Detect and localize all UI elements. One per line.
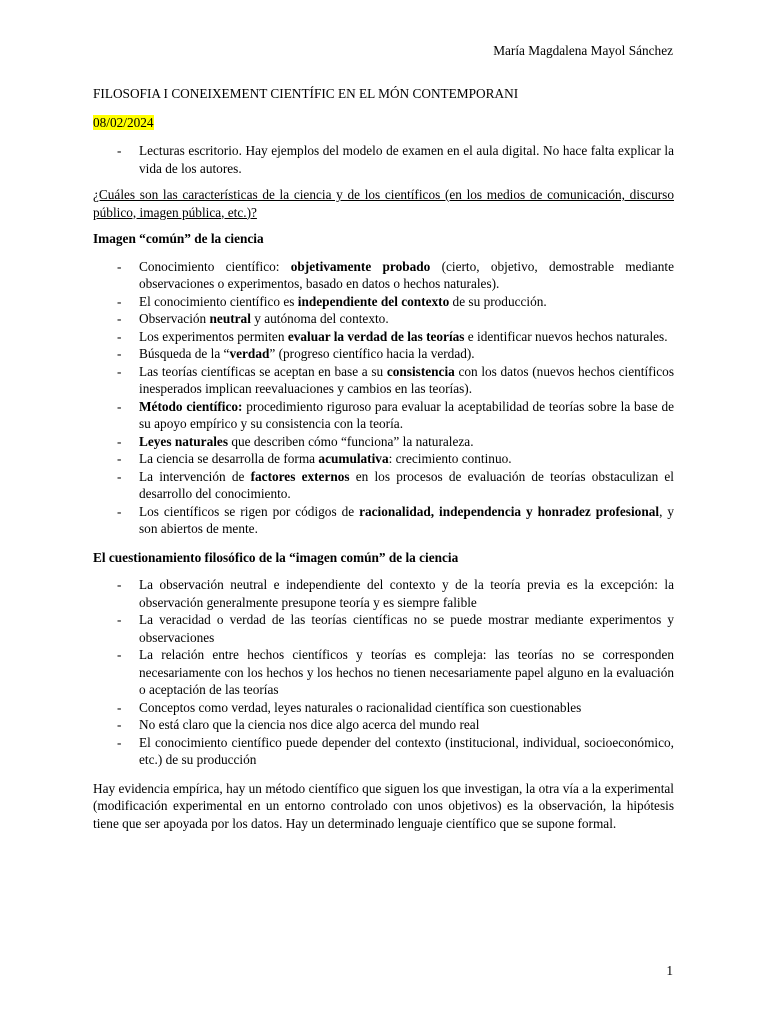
dash-bullet-icon: - [117, 293, 122, 309]
dash-bullet-icon: - [117, 311, 122, 326]
list-item-text: No está claro que la ciencia nos dice algo acerca del mundo real [139, 717, 480, 732]
dash-bullet-icon: - [117, 433, 122, 449]
list-item-text [139, 469, 674, 502]
list-item [93, 716, 674, 734]
dash-bullet-icon: - [117, 612, 122, 627]
text-run: y autónoma del contexto. [250, 311, 389, 326]
text-run: : crecimiento continuo. [388, 451, 512, 466]
section2-heading: El cuestionamiento filosófico de la “imagen común” de la ciencia [93, 549, 459, 565]
text-run: Conocimiento científico: [139, 258, 291, 274]
list-item [93, 699, 674, 717]
bold-run: evaluar la verdad de las teorías [287, 328, 465, 344]
list-item [93, 734, 674, 769]
text-run: Las teorías científicas se aceptan en base a su [139, 363, 387, 379]
list-item-text: La veracidad o verdad de las teorías científicas no se puede mostrar mediante experimentos y observaciones [139, 612, 674, 645]
list-item [93, 576, 674, 611]
text-run: La intervención de [139, 468, 251, 484]
page-number: 1 [666, 963, 673, 978]
section1-list [93, 258, 674, 538]
text-run: e identificar nuevos hechos naturales. [464, 328, 668, 344]
date-highlight: 08/02/2024 [93, 114, 154, 130]
text-run: Los experimentos permiten [139, 328, 288, 344]
document-body [93, 85, 674, 832]
document-title: FILOSOFIA I CONEIXEMENT CIENTÍFIC EN EL MÓN CONTEMPORANI [93, 86, 519, 101]
closing-paragraph: Hay evidencia empírica, hay un método científico que siguen los que investigan, la otra vía a la experimental (modificación experimental en un entorno controlado con unos objetivos) es la observación, la hipótesis tiene que ser apoyada por los datos. Hay un determinado lenguaje científico que se supone formal. [93, 780, 674, 831]
text-run: , y son abiertos de mente. [139, 503, 675, 536]
bold-run: consistencia [386, 363, 455, 379]
list-item [93, 310, 674, 328]
text-run: procedimiento riguroso para evaluar la aceptabilidad de teorías sobre la base de su apoyo empírico y su consistencia con la teoría. [139, 398, 674, 431]
dash-bullet-icon: - [117, 468, 122, 484]
dash-bullet-icon: - [117, 451, 122, 466]
text-run: (cierto, objetivo, demostrable mediante observaciones o experimentos, basado en datos o hechos naturales). [139, 258, 674, 291]
bold-run: independiente del contexto [297, 293, 450, 309]
dash-bullet-icon: - [117, 258, 122, 274]
bold-run: factores externos [250, 468, 350, 484]
dash-bullet-icon: - [117, 503, 122, 519]
text-run: Observación [139, 311, 210, 326]
dash-bullet-icon: - [117, 717, 122, 732]
section-question: ¿Cuáles son las características de la ciencia y de los científicos (en los medios de comunicación, discurso público, imagen pública, etc.)? [93, 187, 674, 220]
list-item [93, 450, 674, 468]
dash-bullet-icon: - [117, 143, 122, 158]
bold-run: Leyes naturales [139, 433, 229, 449]
text-run: que describen cómo “funciona” la naturaleza. [228, 433, 474, 449]
list-item [93, 142, 674, 177]
list-item-text [139, 451, 512, 466]
list-item [93, 398, 674, 433]
list-item [93, 468, 674, 503]
list-item-text: Lecturas escritorio. Hay ejemplos del modelo de examen en el aula digital. No hace falta explicar la vida de los autores. [139, 143, 674, 176]
bold-run: acumulativa [318, 451, 389, 466]
dash-bullet-icon: - [117, 699, 122, 715]
text-run: de su producción. [449, 293, 547, 309]
list-item [93, 293, 674, 311]
list-item-text: El conocimiento científico puede depender del contexto (institucional, individual, socioeconómico, etc.) de su producción [139, 734, 674, 767]
list-item-text: La observación neutral e independiente del contexto y de la teoría previa es la excepción: la observación generalmente presupone teoría y es siempre falible [139, 577, 674, 610]
dash-bullet-icon: - [117, 577, 122, 592]
list-item-text [139, 259, 674, 292]
list-item [93, 328, 674, 346]
list-item-text: Conceptos como verdad, leyes naturales o racionalidad científica son cuestionables [139, 699, 582, 715]
text-run: Búsqueda de la “ [139, 346, 230, 361]
list-item [93, 611, 674, 646]
list-item [93, 433, 674, 451]
list-item [93, 258, 674, 293]
list-item-text [139, 399, 674, 432]
list-item [93, 646, 674, 699]
dash-bullet-icon: - [117, 346, 122, 361]
text-run: con los datos (nuevos hechos científicos inesperados implican reevaluaciones y cambios en las teorías). [139, 363, 674, 396]
bold-run: verdad [229, 346, 270, 361]
bold-run: Método científico: [139, 398, 243, 414]
list-item-text [139, 364, 674, 397]
section1-heading: Imagen “común” de la ciencia [93, 231, 264, 246]
bold-run: neutral [209, 311, 251, 326]
list-item-text [139, 329, 668, 344]
dash-bullet-icon: - [117, 647, 122, 662]
text-run: ” (progreso científico hacia la verdad). [269, 346, 475, 361]
text-run: La ciencia se desarrolla de forma [139, 451, 319, 466]
list-item-text [139, 504, 674, 537]
list-item-text [139, 434, 474, 449]
bold-run: racionalidad, independencia y honradez profesional [359, 503, 660, 519]
section2-list [93, 576, 674, 769]
text-run: en los procesos de evaluación de teorías obstaculizan el desarrollo del conocimiento. [139, 468, 675, 501]
list-item-text [139, 311, 389, 326]
bold-run: objetivamente probado [290, 258, 431, 274]
dash-bullet-icon: - [117, 398, 122, 414]
list-item [93, 363, 674, 398]
dash-bullet-icon: - [117, 328, 122, 344]
list-item-text [139, 294, 547, 309]
text-run: Los científicos se rigen por códigos de [139, 503, 360, 519]
list-item [93, 503, 674, 538]
date-line [93, 114, 674, 132]
intro-list [93, 142, 674, 177]
list-item-text: La relación entre hechos científicos y teorías es compleja: las teorías no se corresponden necesariamente con los hechos y los hechos no tienen necesariamente papel alguno en la evaluación o aceptación de las teorías [139, 647, 674, 697]
list-item [93, 345, 674, 363]
dash-bullet-icon: - [117, 363, 122, 379]
list-item-text [139, 346, 475, 361]
text-run: El conocimiento científico es [139, 293, 298, 309]
header-author: María Magdalena Mayol Sánchez [493, 43, 673, 58]
dash-bullet-icon: - [117, 734, 122, 750]
